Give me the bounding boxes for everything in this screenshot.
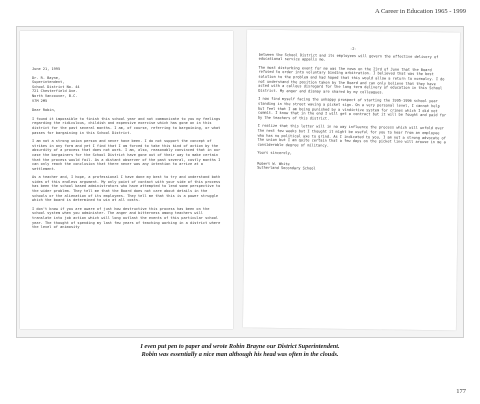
letter-paragraph: between the School District and its employees will govern the effective delivery of educational service appalls me. [258, 52, 439, 62]
salutation: Dear Robin, [32, 108, 56, 113]
photo-caption [0, 343, 480, 359]
caption-line: Robin was essentially a nice man although his head was often in the clouds. [141, 351, 339, 358]
letter-closing: Yours sincerely, [257, 150, 293, 156]
letter-paragraph: The most disturbing event for me was the news on the 23rd of June that the Board refused to order into voluntary binding arbitration. I believed that was the best solution to the problem and had hoped that this would allow a return to normalcy. I do not understand the position taken by the Board and can only believe that they have acted with a callous disregard for the long term delivery of education in this School District. My anger and dismay are shared by my colleagues. [258, 65, 445, 95]
letter-paragraph: I now find myself facing the unhappy prospect of starting the 1995-1996 school year standing in the street waving a picket sign. On a very personal level, I cannot help but feel that I am being punished by a vindictive system for crimes which I did not commit. I know that in the end I will get a contract but it will be fought and paid for by the teachers of this district. [257, 97, 447, 121]
address-line: School District No. 44 [32, 84, 80, 89]
letter-paragraph: I don't know if you are aware of just how destructive this process has been on the school system when you administer. The anger and bitterness among teachers will translate into job action which will long outlast the events of this particular school year. The thought of spending my last few years of teaching working in a district where the level of animosity [32, 206, 221, 230]
letter-paragraph: As a teacher and, I hope, a professional I have done my best to try and understand both sides of this endless argument. My only point of contact with your side of this process has been the school based administrators who have attempted to lend some perspective to the wider problem. They tell me that the Board does not care about details in the schools or the alienation of its employees. They tell me that this is a power struggle which the board is determined to win at all costs. [32, 175, 221, 203]
address-line: V7M 2M5 [32, 98, 48, 103]
address-line: Dr. R. Bayne, [32, 75, 61, 80]
page-number: 177 [456, 388, 466, 395]
signature-block [257, 162, 446, 174]
address-line: North Vancouver, B.C. [32, 93, 78, 98]
letter-page-right [243, 30, 460, 331]
address-line: Superintendent, [32, 80, 65, 85]
address-line: 721 Chesterfield Ave. [32, 89, 78, 94]
recipient-address [32, 76, 221, 104]
letter-page-marker: -2- [350, 46, 357, 52]
signature-school: Sutherland Secondary School [257, 166, 316, 171]
caption-line: I even put pen to paper and wrote Robin Brayne our District Superintendent. [140, 343, 340, 350]
letter-page-left [20, 31, 233, 329]
letter-paragraph: I am not a strong union person and never have been. I do not support the concept of strikes in any form and yet I find that I am forced to take this kind of action by the absurdity of a process that does not work. I am, also, reasonably convinced that in our case the bargainers for the School District have gone out of their way to make certain that the process would fail. As a distant observer of the past several, costly months I can only reach the conclusion that there never was any intention to arrive at a settlement. [32, 139, 221, 171]
letter-date: June 21, 1995 [32, 67, 61, 71]
running-head: A Career in Education 1965 - 1999 [375, 8, 466, 15]
letter-paragraph: I realize that this letter will in no way influence the process which will unfold over the next few weeks but I thought it might be useful for you to hear from an employee who has no political axe to grind. As I indicated to you, I am not a strong advocate of the union but I am quite certain that a few days on the picket line will arouse in me a considerable degree of militancy. [257, 123, 446, 148]
letter-paragraph: I found it impossible to finish this school year and not communicate to you my feelings regarding the ridiculous, childish and expensive exercise which has gone on in this district for the past several months. I am, of course, referring to bargaining, or what passes for bargaining in this School District. [32, 116, 221, 135]
signature-name: Robert W. White [257, 161, 290, 167]
